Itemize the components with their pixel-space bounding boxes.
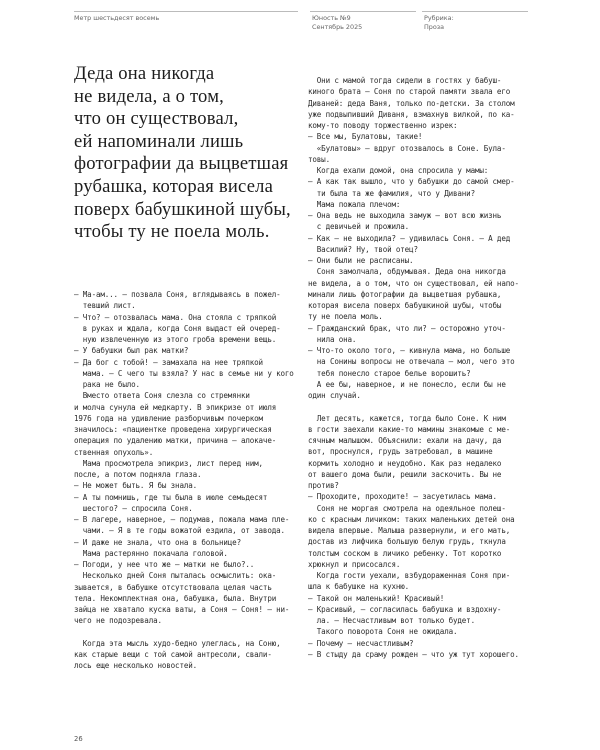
text-line: – Гражданский брак, что ли? – осторожно уточ-	[308, 323, 506, 333]
text-line: Вместо ответа Соня слезла со стремянки	[74, 391, 250, 401]
text-line	[74, 627, 294, 638]
header-rule-left	[74, 11, 298, 12]
text-line: товы.	[308, 154, 330, 164]
right-column-text	[308, 75, 519, 660]
rubric-label: Рубрика:	[424, 14, 454, 22]
text-line: ко с красным личиком: таких маленьких детей она	[308, 514, 515, 524]
text-line: нила она.	[308, 334, 357, 344]
text-line: сячным малышом. Объяснили: ехали на дачу, да	[308, 436, 502, 445]
text-line: – А как так вышло, что у бабушки до самой смер-	[308, 177, 515, 187]
text-line: зывается, в бабушке отсутствовала целая часть	[74, 582, 272, 592]
pull-quote	[74, 63, 291, 244]
text-line: тевший лист.	[74, 301, 136, 311]
text-line: которая висела поверх бабушкиной шубы, чтобы	[308, 301, 502, 310]
text-line: тебя понесло старое белье ворошить?	[308, 368, 471, 378]
text-line: Соня не моргая смотрела на одеяльное полеш-	[308, 503, 506, 513]
pull-quote-line: Деда она никогда	[74, 63, 215, 84]
text-line: минали лишь фотографии да выцветшая рубашка,	[308, 289, 502, 299]
text-line: – Они были не расписаны.	[308, 256, 414, 265]
issue-info	[312, 14, 362, 32]
rubric-info	[424, 14, 454, 32]
text-line: – В стыду да сраму рожден – что уж тут хорошего.	[308, 649, 519, 659]
text-line: Лет десять, кажется, тогда было Соне. К ним	[308, 413, 506, 423]
text-line: шестого? – спросила Соня.	[74, 503, 193, 513]
pull-quote-line: не видела, а о том,	[74, 85, 225, 107]
text-line: – Как – не выходила? – удивилась Соня. – А дед	[308, 233, 511, 243]
text-line: – А ты помнишь, где ты была в июле семьдесят	[74, 492, 268, 502]
text-line: – В лагере, наверное, – подумав, пожала мама пле-	[74, 515, 290, 524]
text-line: против?	[308, 481, 339, 490]
text-line: хрюкнул и присосался.	[308, 559, 401, 569]
text-line: – Да бог с тобой! – замахала на нее тряпкой	[74, 357, 263, 367]
text-line: 1976 года на удивление разборчивым почерком	[74, 413, 263, 423]
header-rule-mid	[310, 11, 416, 12]
text-line: – Почему – несчастливым?	[308, 638, 414, 648]
text-line: и молча сунула ей медкарту. В эпикризе от июля	[74, 402, 277, 412]
text-line: в руках и ждала, когда Соня выдаст ей очеред-	[74, 323, 281, 333]
left-column-text	[74, 289, 294, 672]
text-line: мама. – С чего ты взяла? У нас в семье ни у кого	[74, 368, 294, 378]
text-line: Когда эта мысль худо-бедно улеглась, на Соню,	[74, 638, 281, 648]
text-line: «Булатовы» – вдруг отозвалось в Соне. Була-	[308, 143, 506, 153]
text-line: шла к бабушке на кухню.	[308, 582, 410, 592]
text-line: чами. – Я в те годы вожатой ездила, от завода.	[74, 526, 285, 536]
page-number: 26	[74, 735, 83, 743]
text-line: тела. Некомплектная она, бабушка, была. Внутри	[74, 593, 277, 603]
text-line: ту не поела моль.	[308, 312, 383, 322]
text-line: Они с мамой тогда сидели в гостях у бабуш-	[308, 76, 502, 85]
text-line: ную извлеченную из этого гроба времени вещь.	[74, 335, 277, 344]
text-line: Мама пожала плечом:	[308, 199, 401, 209]
issue-date: Сентябрь 2025	[312, 22, 363, 31]
text-line: один случай.	[308, 391, 361, 400]
text-line: от вашего дома были, решили заскочить. Вы не	[308, 469, 502, 479]
pull-quote-line: ей напоминали лишь	[74, 130, 244, 152]
text-line: кому-то поводу торжественно изрек:	[308, 121, 458, 130]
text-line: достав из лифчика большую белую грудь, ткнула	[308, 537, 506, 547]
text-line: чего не подозревала.	[74, 616, 162, 626]
text-line	[308, 401, 519, 412]
text-line: операция по удалению матки, причина – алокаче-	[74, 436, 277, 446]
text-line: – Она ведь не выходила замуж – вот всю жизнь	[308, 211, 502, 220]
text-line: как старые вещи с той самой антресоли, свали-	[74, 650, 272, 659]
text-line: Мама растерянно покачала головой.	[74, 548, 228, 558]
text-line: Диваней: деда Ваня, только по-детски. За столом	[308, 98, 515, 108]
text-line: не видела, а о том, что он существовал, ей напо-	[308, 278, 519, 288]
text-line: – Проходите, проходите! – засуетилась мама.	[308, 492, 497, 502]
pull-quote-line: рубашка, которая висела	[74, 175, 274, 197]
text-line: – Красивый, – согласилась бабушка и вздохну-	[308, 604, 502, 614]
text-line: после, а потом подняла глаза.	[74, 470, 202, 479]
text-line: толстым соском в личико ребенку. Тот коротко	[308, 548, 502, 558]
pull-quote-line: поверх бабушкиной шубы,	[74, 198, 291, 220]
text-line: – Все мы, Булатовы, такие!	[308, 132, 423, 142]
text-line: Несколько дней Соня пыталась осмыслить: ока-	[74, 571, 277, 581]
text-line: ственная опухоль».	[74, 447, 154, 457]
text-line: Василий? Ну, твой отец?	[308, 244, 418, 254]
text-line: в гости заехали какие-то мамины знакомые с ме-	[308, 424, 511, 434]
text-line: видела впервые. Малыша развернули, и его мать,	[308, 526, 511, 535]
text-line: рака не было.	[74, 380, 140, 389]
text-line: А ее бы, наверное, и не понесло, если бы не	[308, 379, 506, 389]
running-title: Метр шестьдесят восемь	[74, 14, 160, 22]
text-line: киного брата – Соня по старой памяти звала его	[308, 87, 511, 97]
issue-number: Юность №9	[312, 14, 351, 22]
text-line: на Сонины вопросы не отвечала – мол, чего это	[308, 357, 515, 367]
text-line: – Что-то около того, – кивнула мама, но больше	[308, 346, 511, 355]
page-header	[0, 0, 600, 46]
text-line: уже подвыпивший Диваня, взмахнув вилкой, по ка-	[308, 109, 515, 119]
text-line: – И даже не знала, что она в больнице?	[74, 537, 241, 547]
text-line: значилось: «пациентке проведена хирургическая	[74, 425, 272, 434]
text-line: – Ма-ам... – позвала Соня, вглядываясь в пожел-	[74, 290, 281, 299]
text-line: с девичьей и прожила.	[308, 222, 410, 232]
text-line: лось еще несколько новостей.	[74, 661, 198, 671]
header-rule-right	[422, 11, 528, 12]
text-line: Когда гости уехали, взбудораженная Соня при-	[308, 571, 511, 580]
text-line: ла. – Несчастливым вот только будет.	[308, 616, 475, 625]
text-line: – У бабушки был рак матки?	[74, 346, 189, 356]
text-line: зайца не хватало куска ваты, а Соня – Соня! – ни-	[74, 605, 290, 614]
text-line: – Погоди, у нее что же – матки не было?..	[74, 560, 255, 569]
text-line: Мама просмотрела эпикриз, лист перед ним,	[74, 458, 263, 468]
rubric-name: Проза	[424, 22, 445, 31]
text-line: вот, проснулся, грудь затребовал, в машине	[308, 447, 493, 457]
text-line: – Что? – отозвалась мама. Она стояла с тряпкой	[74, 312, 277, 322]
text-line: Такого поворота Соня не ожидала.	[308, 627, 458, 637]
text-line: кормить холодно и неудобно. Как раз недалеко	[308, 458, 502, 468]
text-line: Когда ехали домой, она спросила у мамы:	[308, 166, 489, 175]
text-line: ти была та же фамилия, что у Дивани?	[308, 188, 475, 198]
text-line: Соня замолчала, обдумывая. Деда она никогда	[308, 267, 506, 277]
pull-quote-line: что он существовал,	[74, 108, 239, 130]
pull-quote-line: фотографии да выцветшая	[74, 153, 289, 175]
text-line: – Не может быть. Я бы знала.	[74, 481, 198, 491]
text-line: – Такой он маленький! Красивый!	[308, 593, 445, 603]
pull-quote-line: чтобы ту не поела моль.	[74, 221, 270, 243]
